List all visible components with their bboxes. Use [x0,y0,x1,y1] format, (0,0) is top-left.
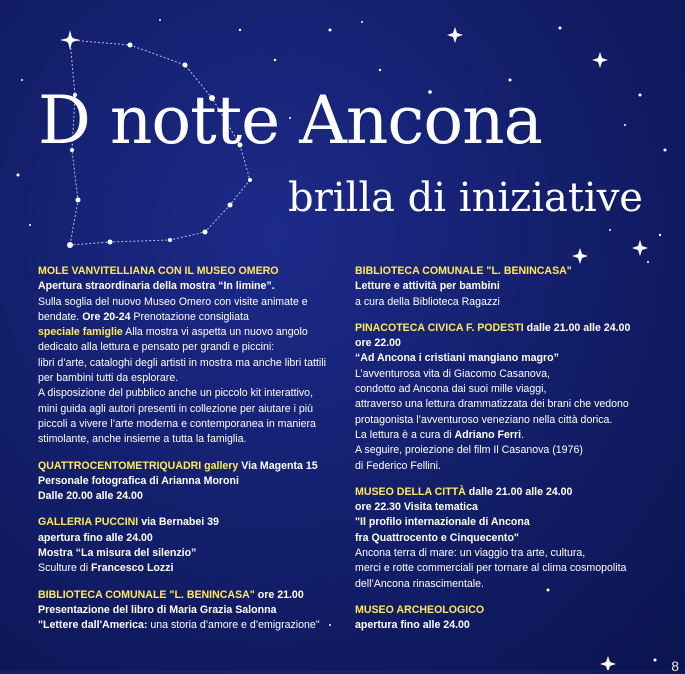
event-line [355,428,665,443]
event-line: Letture e attività per bambini [355,280,500,293]
venue-name: PINACOTECA CIVICA F. PODESTI [355,321,524,334]
event-mole-vanvitelliana [38,264,338,448]
book-subtitle: una storia d’amore e d’emigrazione" [147,619,320,632]
event-line: Presentazione del libro di Maria Grazia Salonna [38,603,277,616]
event-line [38,561,338,576]
event-line: "Il profilo internazionale di Ancona [355,516,530,529]
event-line: mini guida agli autori presenti in collezione per aiutare i più [38,402,314,415]
venue-name: GALLERIA PUCCINI [38,516,139,529]
event-heading: BIBLIOTECA COMUNALE "L. BENINCASA" [355,265,572,277]
venue-address: Via Magenta 15 [238,459,318,472]
event-line: fra Quattrocento e Cinquecento" [355,531,519,544]
page-subtitle: brilla di iniziative [288,175,643,221]
event-heading [38,515,338,530]
event-text: La lettura è a cura di [355,428,455,441]
event-quattrocentometriquadri [38,459,338,505]
event-line: Dalle 20.00 alle 24.00 [38,490,143,503]
event-line: dedicato alla lettura e pensato per grandi e piccini: [38,341,275,354]
event-line: A seguire, proiezione del film Il Casanova (1976) [355,444,583,457]
event-line: piccoli a vivere l’arte moderna e contemporanea in maniera [38,417,316,430]
page-number: 8 [671,658,679,674]
book-title: "Lettere dall'America: [38,619,148,632]
event-line: libri d’arte, cataloghi degli artisti in mostra ma anche libri tattili [38,356,326,369]
event-line: per bambini tutti da esplorare. [38,372,179,385]
event-line: stimolante, anche insieme a tutta la famiglia. [38,433,247,446]
event-time: dalle 21.00 alle 24.00 [523,321,631,334]
event-line: apertura fino alle 24.00 [355,619,470,632]
event-line: protagonista l’avventuroso veneziano nella città dorica. [355,413,613,426]
event-line: merci e rotte commerciali per tornare al clima cosmopolita [355,562,627,575]
event-line: Ancona terra di mare: un viaggio tra arte, cultura, [355,547,586,560]
event-line: attraverso una lettura drammatizzata dei brani che vedono [355,398,629,411]
venue-address: via Bernabei 39 [138,516,219,529]
event-line: Sulla soglia del nuovo Museo Omero con visite animate e [38,295,308,308]
event-line: condotto ad Ancona dai suoi mille viaggi, [355,383,547,396]
reader-name: Adriano Ferri [454,428,522,441]
left-column [38,264,338,645]
event-line: “Ad Ancona i cristiani mangiano magro” [355,352,559,365]
event-text: . [521,428,525,441]
venue-name: BIBLIOTECA COMUNALE "L. BENINCASA" [38,588,255,601]
event-pinacoteca-podesti [355,321,665,474]
event-line: A disposizione del pubblico anche un piccolo kit interattivo, [38,387,314,400]
event-text: bendate. [38,310,83,323]
event-heading [355,485,665,500]
venue-name: QUATTROCENTOMETRIQUADRI gallery [38,459,239,472]
event-line: Mostra “La misura del silenzio” [38,547,197,560]
event-heading: MUSEO ARCHEOLOGICO [355,603,485,616]
event-text: Alla mostra vi aspetta un nuovo angolo [122,326,308,339]
event-line: Personale fotografica di Arianna Moroni [38,474,239,487]
event-line: apertura fino alle 24.00 [38,531,153,544]
event-line: ore 22.30 Visita tematica [355,501,478,514]
event-line [38,618,338,633]
event-time: dalle 21.00 alle 24.00 [465,485,573,498]
event-line: di Federico Fellini. [355,459,441,472]
event-line: a cura della Biblioteca Ragazzi [355,295,500,308]
event-line: L’avventurosa vita di Giacomo Casanova, [355,367,550,380]
event-heading [38,588,338,603]
event-line [38,310,338,325]
event-time: ore 21.00 [254,588,304,601]
event-heading [355,321,665,336]
event-time: Ore 20-24 [82,310,131,323]
event-galleria-puccini [38,515,338,576]
family-highlight: speciale famiglie [38,326,123,339]
artist-name: Francesco Lozzi [91,562,174,575]
event-biblioteca-benincasa-kids [355,264,665,310]
venue-name: MUSEO DELLA CITTÀ [355,485,466,498]
event-text: Prenotazione consigliata [130,310,249,323]
event-museo-archeologico [355,603,665,634]
event-line: dell’Ancona rinascimentale. [355,577,484,590]
event-heading: MOLE VANVITELLIANA CON IL MUSEO OMERO [38,265,279,277]
event-biblioteca-benincasa-book [38,588,338,634]
event-museo-citta [355,485,665,592]
event-text: Sculture di [38,562,91,575]
event-line: ore 22.00 [355,337,401,350]
right-column [355,264,665,645]
event-line [38,325,338,340]
event-line: Apertura straordinaria della mostra “In limine”. [38,280,275,293]
event-heading [38,459,338,474]
page-title: D notte Ancona [38,82,542,159]
